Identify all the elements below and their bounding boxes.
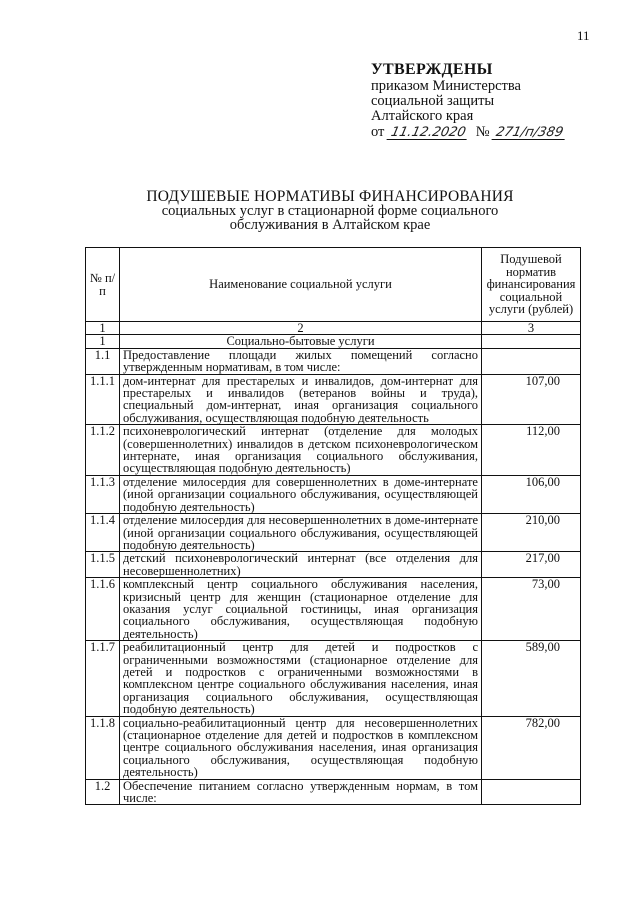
row-desc: дом-интернат для престарелых и инвалидов, дом-интернат для престарелых и инвалидов (ветеранов войны и труда), специальный дом-интернат, иная организация социального обслуживания, осуществляющая подобную деятельность bbox=[120, 374, 482, 425]
row-desc: психоневрологический интернат (отделение для молодых (совершеннолетних) инвалидов в детском психоневрологическом интернате, иная организация социального обслуживания, осуществляющая подобную деятельность) bbox=[120, 425, 482, 476]
row-desc: отделение милосердия для совершеннолетних в доме-интернате (иной организации социального обслуживания, осуществляющей подобную деятельность) bbox=[120, 475, 482, 513]
handwritten-date: 11.12.2020 bbox=[387, 126, 470, 140]
row-num: 1.1 bbox=[86, 348, 120, 374]
table-header-row bbox=[86, 248, 581, 322]
row-value: 589,00 bbox=[482, 641, 581, 716]
row-num: 1.1.4 bbox=[86, 514, 120, 552]
approval-heading: УТВЕРЖДЕНЫ bbox=[371, 61, 493, 78]
table-row bbox=[86, 514, 581, 552]
header-name: Наименование социальной услуги bbox=[120, 248, 482, 322]
approval-line: социальной защиты bbox=[371, 93, 495, 109]
row-desc: Предоставление площади жилых помещений согласно утвержденным нормативам, в том числе: bbox=[120, 348, 482, 374]
document-title bbox=[140, 190, 520, 232]
row-value bbox=[482, 348, 581, 374]
title-line-2: социальных услуг в стационарной форме социального bbox=[161, 203, 499, 219]
section-value bbox=[482, 335, 581, 348]
index-cell: 2 bbox=[120, 322, 482, 335]
row-num: 1.1.5 bbox=[86, 552, 120, 578]
row-desc: Обеспечение питанием согласно утвержденным нормам, в том числе: bbox=[120, 779, 482, 805]
table-row bbox=[86, 348, 581, 374]
header-norm: Подушевой норматив финансирования социальной услуги (рублей) bbox=[482, 248, 581, 322]
table-row bbox=[86, 475, 581, 513]
row-desc: отделение милосердия для несовершеннолетних в доме-интернате (иной организации социального обслуживания, осуществляющей подобную деятельность) bbox=[120, 514, 482, 552]
table-row bbox=[86, 374, 581, 425]
row-desc: комплексный центр социального обслуживания населения, кризисный центр для женщин (стационарное отделение для оказания услуг социальной гостиницы, иная организация социального обслуживания, осуществляющая подобную деятельность) bbox=[120, 578, 482, 641]
section-row bbox=[86, 335, 581, 348]
table-row bbox=[86, 552, 581, 578]
row-desc: реабилитационный центр для детей и подростков с ограниченными возможностями (стационарное отделение для детей и подростков с ограниченными возможностями в комплексном центре социального обслуживания населения, иная организация социального обслуживания, осуществляющая подобную деятельность) bbox=[120, 641, 482, 716]
header-num: № п/п bbox=[86, 248, 120, 322]
table-row bbox=[86, 779, 581, 805]
row-value bbox=[482, 779, 581, 805]
approval-stamp bbox=[371, 62, 566, 140]
section-label: Социально-бытовые услуги bbox=[120, 335, 482, 348]
table-row bbox=[86, 641, 581, 716]
number-prefix: № bbox=[475, 124, 490, 140]
approval-line: приказом Министерства bbox=[371, 78, 521, 94]
table-row bbox=[86, 425, 581, 476]
row-desc: социально-реабилитационный центр для несовершеннолетних (стационарное отделение для детей и подростков в комплексном центре социального обслуживания населения, иная организация социального обслуживания, осуществляющая подобную деятельность) bbox=[120, 716, 482, 779]
norms-table bbox=[85, 247, 581, 805]
row-value: 217,00 bbox=[482, 552, 581, 578]
row-value: 112,00 bbox=[482, 425, 581, 476]
row-num: 1.1.8 bbox=[86, 716, 120, 779]
row-num: 1.1.3 bbox=[86, 475, 120, 513]
approval-date-number bbox=[371, 125, 566, 140]
row-value: 106,00 bbox=[482, 475, 581, 513]
table-row bbox=[86, 716, 581, 779]
row-value: 73,00 bbox=[482, 578, 581, 641]
row-value: 210,00 bbox=[482, 514, 581, 552]
page-number: 11 bbox=[577, 28, 590, 43]
title-line-3: обслуживания в Алтайском крае bbox=[229, 217, 431, 233]
row-num: 1.1.6 bbox=[86, 578, 120, 641]
table-index-row bbox=[86, 322, 581, 335]
row-value: 107,00 bbox=[482, 374, 581, 425]
table-row bbox=[86, 578, 581, 641]
index-cell: 3 bbox=[482, 322, 581, 335]
row-num: 1.2 bbox=[86, 779, 120, 805]
title-line-1: ПОДУШЕВЫЕ НОРМАТИВЫ ФИНАНСИРОВАНИЯ bbox=[146, 188, 514, 205]
handwritten-number: 271/п/389 bbox=[492, 126, 568, 140]
row-desc: детский психоневрологический интернат (все отделения для несовершеннолетних) bbox=[120, 552, 482, 578]
index-cell: 1 bbox=[86, 322, 120, 335]
row-num: 1.1.1 bbox=[86, 374, 120, 425]
row-value: 782,00 bbox=[482, 716, 581, 779]
row-num: 1.1.7 bbox=[86, 641, 120, 716]
date-prefix: от bbox=[371, 124, 385, 140]
approval-line: Алтайского края bbox=[371, 108, 474, 124]
row-num: 1.1.2 bbox=[86, 425, 120, 476]
section-num: 1 bbox=[86, 335, 120, 348]
